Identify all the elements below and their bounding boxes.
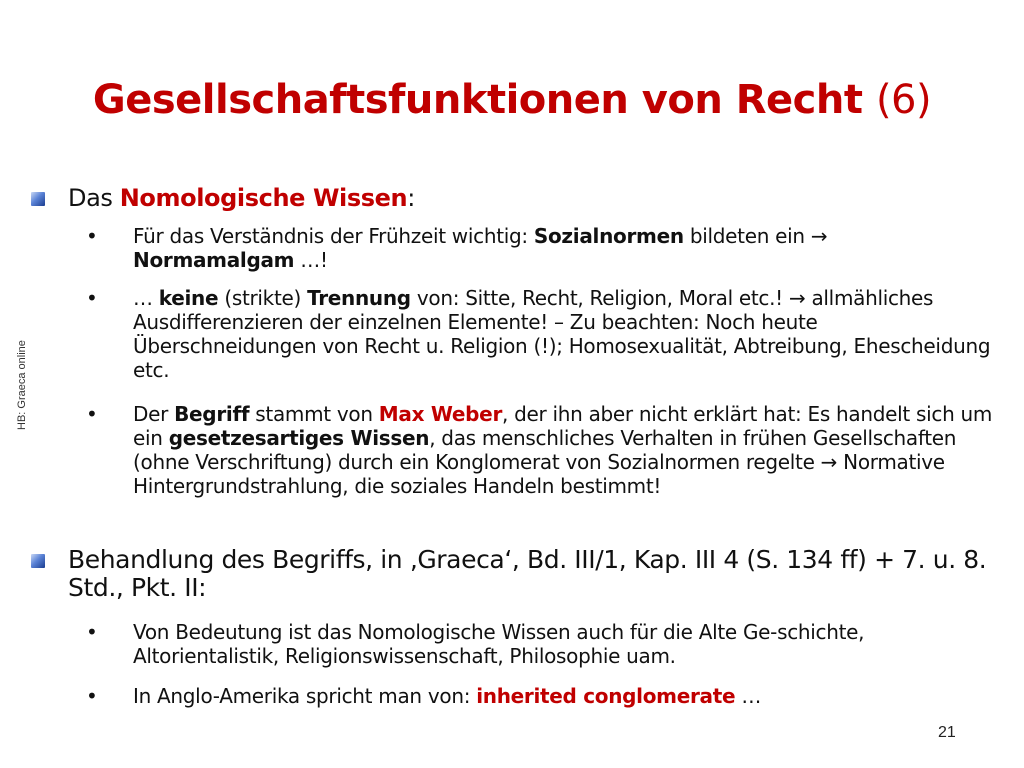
section1-bullet-1: Für das Verständnis der Frühzeit wichtig: Sozialnormen bildeten ein → Normamalgam …! [133, 224, 828, 272]
side-note: HB: Graeca online [16, 340, 28, 430]
square-bullet-icon [31, 192, 45, 206]
section1-bullet-2: … keine (strikte) Trennung von: Sitte, Recht, Religion, Moral etc.! → allmähliches Ausdifferenzieren der einzelnen Elemente! – Zu beachten: Noch heute Überschneidungen von Recht u. Religion (!); Homosexualität, Abtreibung, Ehescheidung etc. [133, 286, 991, 382]
term-inherited-conglomerate: inherited conglomerate [476, 684, 736, 708]
term-nomologisches-wissen: Nomologische Wissen [119, 184, 408, 212]
bullet-icon: • [86, 402, 98, 426]
square-bullet-icon [31, 554, 45, 568]
section1-heading: Das Nomologische Wissen: [68, 184, 415, 212]
bullet-icon: • [86, 286, 98, 310]
slide-title-number: (6) [875, 77, 932, 123]
section2-heading: Behandlung des Begriffs, in ‚Graeca‘, Bd. III/1, Kap. III 4 (S. 134 ff) + 7. u. 8. Std., Pkt. II: [68, 545, 987, 602]
bullet-icon: • [86, 684, 98, 708]
page-number: 21 [938, 724, 956, 741]
bullet-icon: • [86, 224, 98, 248]
section2-bullet-2: In Anglo-Amerika spricht man von: inherited conglomerate … [133, 684, 762, 708]
section2-bullet-1: Von Bedeutung ist das Nomologische Wissen auch für die Alte Ge-schichte, Altorientalistik, Religionswissenschaft, Philosophie uam. [133, 620, 865, 668]
bullet-icon: • [86, 620, 98, 644]
section1-bullet-3: Der Begriff stammt von Max Weber, der ihn aber nicht erklärt hat: Es handelt sich um ein gesetzesartiges Wissen, das menschliches Verhalten in frühen Gesellschaften (ohne Verschriftung) durch ein Konglomerat von Sozialnormen regelte → Normative Hintergrundstrahlung, die soziales Handeln bestimmt! [133, 402, 993, 498]
name-max-weber: Max Weber [378, 402, 503, 426]
slide-title-main: Gesellschaftsfunktionen von Recht [92, 77, 863, 123]
